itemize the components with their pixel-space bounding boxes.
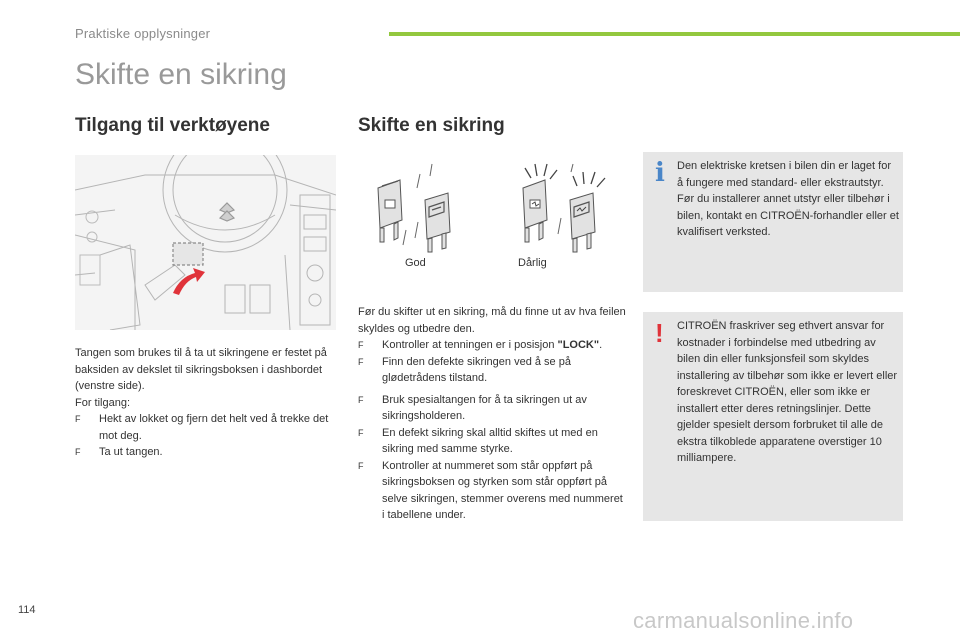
- dashboard-illustration: [75, 155, 336, 330]
- right-heading: Skifte en sikring: [358, 115, 505, 136]
- watermark: carmanualsonline.info: [633, 608, 854, 633]
- lock-keyword: "LOCK": [557, 339, 600, 351]
- good-fuse-illustration: [370, 160, 470, 255]
- for-access-label: For tilgang:: [75, 396, 131, 409]
- warning-text: CITROËN fraskriver seg ethvert ansvar for kostnader i forbindelse med utbedring av bilen din eller funksjonsfeil som skyldes installering av tilbehør som ikke er levert eller foreskrevet CITROËN, eller som ikke er installert etter deres retningslinjer. Dette gjelder spesielt dersom forbruket til alle de ekstra tilkoblede apparatene overstiger 10 milliampere.: [677, 320, 898, 464]
- bullet-icon: F: [358, 340, 364, 350]
- good-fuse-caption: God: [405, 257, 426, 269]
- page-title: Skifte en sikring: [75, 58, 287, 91]
- left-text-block: [75, 345, 340, 461]
- list-item: F Ta ut tangen.: [75, 444, 340, 461]
- section-label: Praktiske opplysninger: [75, 26, 211, 41]
- warning-icon: !: [655, 318, 664, 348]
- info-box: [643, 152, 903, 292]
- info-icon: i: [655, 158, 665, 188]
- info-text: Den elektriske kretsen i bilen din er laget for å fungere med standard- eller ekstrautstyr. Før du installerer annet utstyr eller tilbehør i bilen, kontakt en CITROËN-forhandler eller et kvalifisert verksted.: [677, 160, 899, 238]
- list-item: F Kontroller at nummeret som står oppført på sikringsboksen og styrken som står oppført på selve sikringen, stemmer overens med nummeret i tabellene under.: [358, 459, 623, 521]
- fuse-intro: Før du skifter ut en sikring, må du finne ut av hva feilen skyldes og utbedre den.: [358, 306, 626, 335]
- bullet-icon: F: [358, 460, 364, 471]
- bullet-icon: F: [75, 447, 81, 457]
- bullet-icon: F: [358, 427, 364, 438]
- list-item: F Hekt av lokket og fjern det helt ved å trekke det mot deg.: [75, 413, 329, 442]
- list-item: F En defekt sikring skal alltid skiftes ut med en sikring med samme styrke.: [358, 426, 598, 455]
- list-item: F Kontroller at tenningen er i posisjon "LOCK".: [358, 337, 626, 354]
- right-text-block: [358, 304, 626, 524]
- header-accent-bar: [389, 32, 960, 36]
- bad-fuse-caption: Dårlig: [518, 257, 547, 269]
- bad-fuse-illustration: [515, 160, 615, 255]
- list-item: F Finn den defekte sikringen ved å se på glødetrådens tilstand.: [358, 355, 571, 384]
- page-number: 114: [18, 604, 36, 616]
- left-heading: Tilgang til verktøyene: [75, 115, 270, 136]
- bullet-icon: F: [358, 394, 364, 405]
- bullet-icon: F: [358, 356, 364, 367]
- warning-box: [643, 312, 903, 521]
- tool-intro: Tangen som brukes til å ta ut sikringene er festet på baksiden av dekslet til sikringsboksen i dashbordet (venstre side).: [75, 347, 327, 392]
- list-item: F Bruk spesialtangen for å ta sikringen ut av sikringsholderen.: [358, 393, 587, 422]
- bullet-icon: F: [75, 414, 81, 424]
